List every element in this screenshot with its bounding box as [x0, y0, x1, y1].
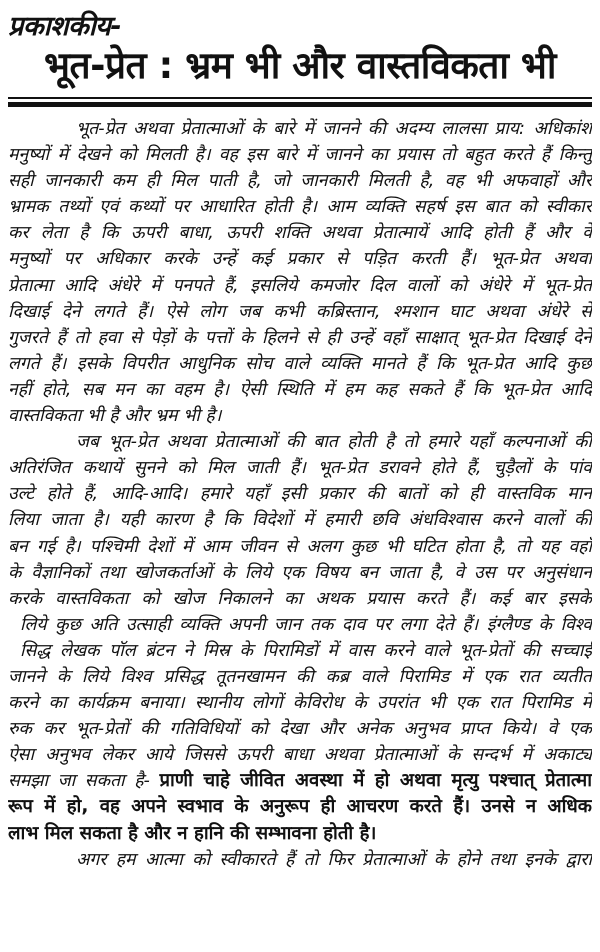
- text-line: लगते हैं। इसके विपरीत आधुनिक सोच वाले व्यक्ति मानते हैं कि भूत-प्रेत आदि कुछ: [8, 353, 592, 374]
- page-title: भूत-प्रेत : भ्रम भी और वास्तविकता भी: [44, 44, 556, 87]
- text-line: बन गई है। पश्चिमी देशों में आम जीवन से अलग कुछ भी घटित होता है, तो यह वहाँ: [8, 536, 592, 557]
- text-line: सिद्ध लेखक पॉल ब्रंटन ने मिस्र के पिरामिडों में वास करने वाले भूत-प्रेतों की सच्चाई: [20, 640, 592, 661]
- text-line: गुजरते हैं तो हवा से पेड़ों के पत्तों के हिलने से ही उन्हें वहाँ साक्षात् भूत-प्रेत दिखाई देने: [8, 327, 592, 348]
- text-line: भ्रामक तथ्यों एवं कथ्यों पर आधारित होती है। आम व्यक्ति सहर्ष इस बात को स्वीकार: [8, 197, 592, 218]
- text-line-bold: लाभ मिल सकता है और न हानि की सम्भावना होती है।: [8, 822, 377, 844]
- bold-segment: प्राणी चाहे जीवित अवस्था में हो अथवा मृत्यु पश्चात् प्रेतात्मा: [159, 770, 592, 792]
- text-line: अतिरंजित कथायें सुनने को मिल जाती हैं। भूत-प्रेत डरावने होते हैं, चुड़ैलों के पांव: [8, 458, 592, 479]
- text-line: सही जानकारी कम ही मिल पाती है, जो जानकारी मिलती है, वह भी अफवाहों और: [8, 171, 592, 192]
- text-line: दिखाई देने लगते हैं। ऐसे लोग जब कभी कब्रिस्तान, श्मशान घाट अथवा अंधेरे से: [8, 301, 592, 322]
- text-line: के वैज्ञानिकों तथा खोजकर्ताओं के लिये एक विषय बन जाता है, वे उस पर अनुसंधान: [8, 562, 592, 583]
- text-line: जानने के लिये विश्व प्रसिद्ध तूतनखामन की कब्र वाले पिरामिड में एक रात व्यतीत: [8, 666, 592, 687]
- text-line: लिये कुछ अति उत्साही व्यक्ति अपनी जान तक दाव पर लगा देते हैं। इंग्लैण्ड के विश्व: [20, 614, 592, 635]
- text-line-mixed: [8, 768, 592, 794]
- text-line: करके वास्तविकता को खोज निकालने का अथक प्रयास करते हैं। कई बार इसके: [8, 588, 592, 609]
- text-line: नहीं होते, सब मन का वहम है। ऐसी स्थिति में हम कह सकते हैं कि भूत-प्रेत आदि: [8, 379, 592, 400]
- italic-segment: समझा जा सकता है-: [8, 771, 150, 792]
- article-body: [8, 116, 592, 873]
- text-line: भूत-प्रेत अथवा प्रेतात्माओं के बारे में जानने की अदम्य लालसा प्राय: अधिकांश: [76, 119, 592, 139]
- text-line: मनुष्यों पर अधिकार करके उन्हें कई प्रकार से पड़ित करती हैं। भूत-प्रेत अथवा: [8, 249, 592, 270]
- text-line: उल्टे होते हैं, आदि-आदि। हमारे यहाँ इसी प्रकार की बातों को ही वास्तविक मान: [8, 484, 592, 505]
- text-line: करने का कार्यक्रम बनाया। स्थानीय लोगों केविरोध के उपरांत भी एक रात पिरामिड में: [8, 693, 592, 714]
- text-line: जब भूत-प्रेत अथवा प्रेतात्माओं की बात होती है तो हमारे यहाँ कल्पनाओं की: [76, 432, 592, 453]
- divider-thin: [8, 97, 592, 99]
- text-line: कर लेता है कि ऊपरी बाधा, ऊपरी शक्ति अथवा प्रेतात्मायें आदि होती हैं और वे: [8, 223, 592, 244]
- text-line: ऐसा अनुभव लेकर आये जिससे ऊपरी बाधा अथवा प्रेतात्माओं के सन्दर्भ में अकाट्य: [8, 745, 592, 766]
- text-line: मनुष्यों में देखने को मिलती है। वह इस बारे में जानने का प्रयास तो बहुत करते हैं किन्तु: [8, 145, 592, 166]
- text-line: अगर हम आत्मा को स्वीकारते हैं तो फिर प्रेतात्माओं के होने तथा इनके द्वारा: [76, 849, 592, 870]
- text-line: लिया जाता है। यही कारण है कि विदेशों में हमारी छवि अंधविश्वास करने वालों की: [8, 510, 592, 531]
- text-line-bold: रूप में हो, वह अपने स्वभाव के अनुरूप ही आचरण करते हैं। उनसे न अधिक: [8, 796, 592, 818]
- text-line: वास्तविकता भी है और भ्रम भी है।: [8, 406, 222, 427]
- section-label: प्रकाशकीय-: [8, 11, 122, 42]
- paragraph-lines: [8, 116, 592, 768]
- text-line: प्रेतात्मा आदि अंधेरे में पनपते हैं, इसलिये कमजोर दिल वालों को अंधेरे में भूत-प्रेत: [8, 275, 592, 296]
- divider-thick: [8, 102, 592, 107]
- text-line: रुक कर भूत-प्रेतों की गतिविधियों को देखा और अनेक अनुभव प्राप्त किये। वे एक: [8, 719, 592, 740]
